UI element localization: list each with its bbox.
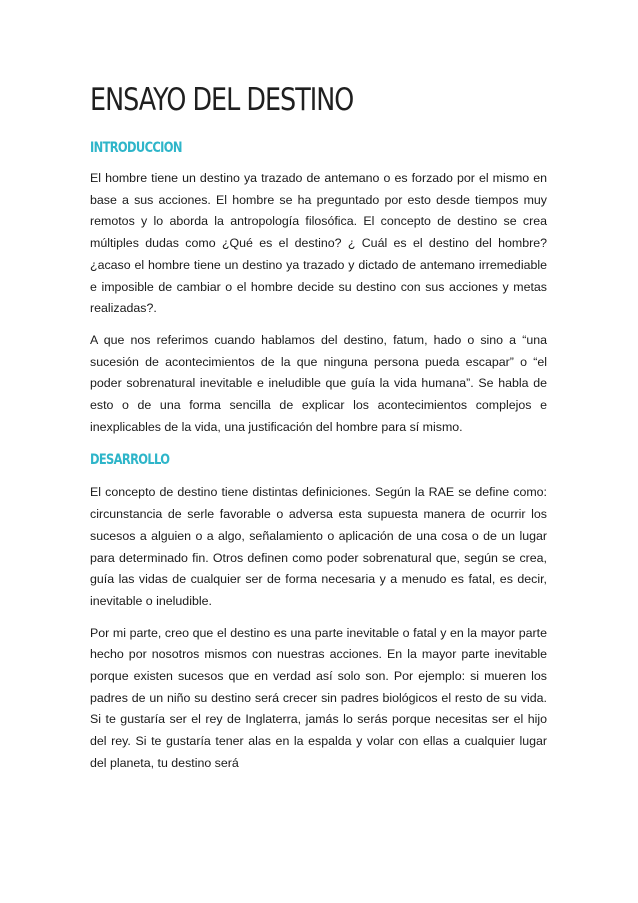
- document-body: [90, 78, 547, 785]
- paragraph-desarrollo-2: Por mi parte, creo que el destino es una parte inevitable o fatal y en la mayor parte hecho por nosotros mismos con nuestras acciones. En la mayor parte inevitable porque existen sucesos que en verdad así solo son. Por ejemplo: si mueren los padres de un niño su destino será crecer sin padres biológicos el resto de su vida. Si te gustaría ser el rey de Inglaterra, jamás lo serás porque necesitas ser el hijo del rey. Si te gustaría tener alas en la espalda y volar con ellas a cualquier lugar del planeta, tu destino será: [90, 625, 547, 770]
- document-title: ENSAYO DEL DESTINO: [90, 82, 354, 118]
- section-heading-desarrollo: DESARROLLO: [90, 452, 170, 469]
- section-heading-introduccion: INTRODUCCION: [90, 140, 182, 156]
- paragraph-intro-2: A que nos referimos cuando hablamos del destino, fatum, hado o sino a “una sucesión de acontecimientos de la que ninguna persona pueda escapar” o “el poder sobrenatural inevitable e ineludible que guía la vida humana”. Se habla de esto o de una forma sencilla de explicar los acontecimientos complejos e inexplicables de la vida, una justificación del hombre para sí mismo.: [90, 332, 547, 434]
- paragraph-intro-1: El hombre tiene un destino ya trazado de antemano o es forzado por el mismo en base a sus acciones. El hombre se ha preguntado por esto desde tiempos muy remotos y lo aborda la antropología filosófica. El concepto de destino se crea múltiples dudas como ¿Qué es el destino? ¿ Cuál es el destino del hombre?¿acaso el hombre tiene un destino ya trazado y dictado de antemano irremediable e imposible de cambiar o el hombre decide su destino con sus acciones y metas realizadas?.: [90, 171, 547, 316]
- paragraph-desarrollo-1: El concepto de destino tiene distintas definiciones. Según la RAE se define como: circunstancia de serle favorable o adversa esta supuesta manera de ocurrir los sucesos a alguien o a algo, señalamiento o aplicación de una cosa o de un lugar para determinado fin. Otros definen como poder sobrenatural que, según se crea, guía las vidas de cualquier ser de forma necesaria y a menudo es fatal, es decir, inevitable o ineludible.: [90, 485, 547, 608]
